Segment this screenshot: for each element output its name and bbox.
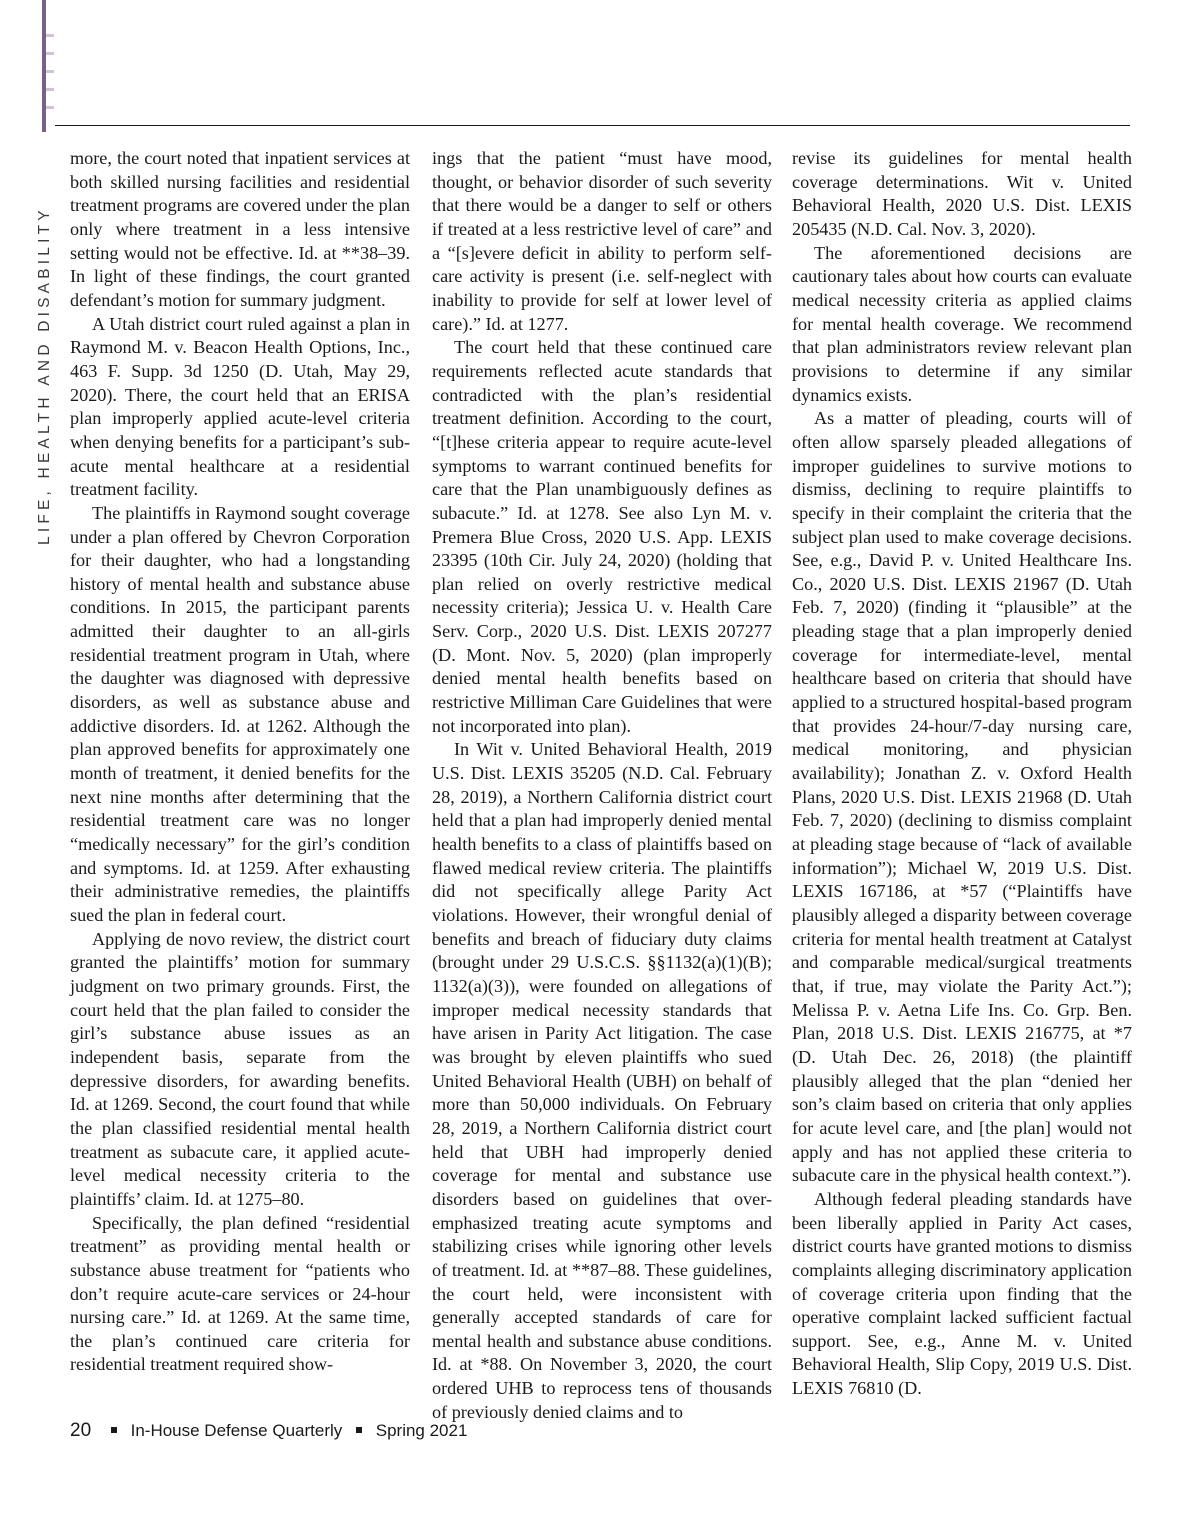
issue-date: Spring 2021 xyxy=(375,1421,468,1440)
text-column-1 xyxy=(70,147,410,1377)
paragraph: In Wit v. United Behavioral Health, 2019 U.S. Dist. LEXIS 35205 (N.D. Cal. February 28, 2019), a Northern California district court held that a plan had improperly denied mental health benefits to a class of plaintiffs based on flawed medical review criteria. The plaintiffs did not specifically allege Parity Act violations. However, their wrongful denial of benefits and breach of fiduciary duty claims (brought under 29 U.S.C.S. §§1132(a)(1)(B); 1132(a)(3)), were founded on allegations of improper medical necessity standards that have arisen in Parity Act litigation. The case was brought by eleven plaintiffs who sued United Behavioral Health (UBH) on behalf of more than 50,000 individuals. On February 28, 2019, a Northern California district court held that UBH had improperly denied coverage for mental and substance use disorders based on guidelines that over-emphasized treating acute symptoms and stabilizing crises while ignoring other levels of treatment. Id. at **87–88. These guidelines, the court held, were inconsistent with generally accepted standards of care for mental health and substance abuse conditions. Id. at *88. On November 3, 2020, the court ordered UHB to reprocess tens of thousands of previously denied claims and to xyxy=(432,739,772,1422)
publication-name: In-House Defense Quarterly xyxy=(130,1421,343,1440)
paragraph: A Utah district court ruled against a plan in Raymond M. v. Beacon Health Options, Inc., 463 F. Supp. 3d 1250 (D. Utah, May 29, 2020). There, the court held that an ERISA plan improperly applied acute-level criteria when denying benefits for a participant’s sub-acute mental healthcare at a residential treatment facility. xyxy=(70,313,410,500)
page-number: 20 xyxy=(70,1420,92,1441)
section-tab-tick xyxy=(46,88,54,91)
paragraph: As a matter of pleading, courts will of often allow sparsely pleaded allegations of improper guidelines to survive motions to dismiss, declining to require plaintiffs to specify in their complaint the criteria that the subject plan used to make coverage decisions. See, e.g., David P. v. United Healthcare Ins. Co., 2020 U.S. Dist. LEXIS 21967 (D. Utah Feb. 7, 2020) (finding it “plausible” at the pleading stage that a plan improperly denied coverage for intermediate-level, mental healthcare based on criteria that should have applied to a structured hospital-based program that provides 24-hour/7-day nursing care, medical monitoring, and physician availability); Jonathan Z. v. Oxford Health Plans, 2020 U.S. Dist. LEXIS 21968 (D. Utah Feb. 7, 2020) (declining to dismiss complaint at pleading stage because of “lack of available information”); Michael W, 2019 U.S. Dist. LEXIS 167186, at *57 (“Plaintiffs have plausibly alleged a disparity between coverage criteria for mental health treatment at Catalyst and comparable medical/surgical treatments that, if true, may violate the Parity Act.”); Melissa P. v. Aetna Life Ins. Co. Grp. Ben. Plan, 2018 U.S. Dist. LEXIS 216775, at *7 (D. Utah Dec. 26, 2018) (the plaintiff plausibly alleged that the plan “denied her son’s claim based on criteria that only applies for acute level care, and [the plan] would not apply and has not applied these criteria to subacute care in the physical health context.”). xyxy=(792,408,1132,1186)
section-tab-tick xyxy=(46,70,54,73)
section-tab-tick xyxy=(46,52,54,55)
section-tab-line xyxy=(42,0,46,132)
paragraph: The plaintiffs in Raymond sought coverage under a plan offered by Chevron Corporation for their daughter, who had a longstanding history of mental health and substance abuse conditions. In 2015, the participant parents admitted their daughter to an all-girls residential treatment program in Utah, where the daughter was diagnosed with depressive disorders, as well as substance abuse and addictive disorders. Id. at 1262. Although the plan approved benefits for approximately one month of treatment, it denied benefits for the next nine months after determining that the residential treatment care was no longer “medically necessary” for the girl’s condition and symptoms. Id. at 1259. After exhausting their administrative remedies, the plaintiffs sued the plan in federal court. xyxy=(70,502,410,925)
paragraph: Although federal pleading standards have been liberally applied in Parity Act cases, district courts have granted motions to dismiss complaints alleging discriminatory application of coverage criteria upon finding that the operative complaint lacked sufficient factual support. See, e.g., Anne M. v. United Behavioral Health, Slip Copy, 2019 U.S. Dist. LEXIS 76810 (D. xyxy=(792,1188,1132,1399)
section-label: LIFE, HEALTH AND DISABILITY xyxy=(36,206,53,545)
paragraph: The aforementioned decisions are cautionary tales about how courts can evaluate medical necessity criteria as applied claims for mental health coverage. We recommend that plan administrators review relevant plan provisions to determine if any similar dynamics exists. xyxy=(792,242,1132,405)
bullet-separator-icon xyxy=(356,1427,362,1433)
section-tab-bar xyxy=(42,0,54,132)
section-tab-tick xyxy=(46,106,54,109)
paragraph: revise its guidelines for mental health coverage determinations. Wit v. United Behavioral Health, 2020 U.S. Dist. LEXIS 205435 (N.D. Cal. Nov. 3, 2020). xyxy=(792,148,1132,239)
bullet-separator-icon xyxy=(111,1427,117,1433)
text-column-3 xyxy=(792,147,1132,1401)
paragraph: Applying de novo review, the district court granted the plaintiffs’ motion for summary judgment on two primary grounds. First, the court held that the plan failed to consider the girl’s substance abuse issues as an independent basis, separate from the depressive disorders, for awarding benefits. Id. at 1269. Second, the court found that while the plan classified residential mental health treatment as subacute care, it applied acute-level medical necessity criteria to the plaintiffs’ claim. Id. at 1275–80. xyxy=(70,928,410,1209)
paragraph: The court held that these continued care requirements reflected acute standards that contradicted with the plan’s residential treatment definition. According to the court, “[t]hese criteria appear to require acute-level symptoms to warrant continued benefits for care that the Plan unambiguously defines as subacute.” Id. at 1278. See also Lyn M. v. Premera Blue Cross, 2020 U.S. App. LEXIS 23395 (10th Cir. July 24, 2020) (holding that plan relied on overly restrictive medical necessity criteria); Jessica U. v. Health Care Serv. Corp., 2020 U.S. Dist. LEXIS 207277 (D. Mont. Nov. 5, 2020) (plan improperly denied mental health benefits based on restrictive Milliman Care Guidelines that were not incorporated into plan). xyxy=(432,337,772,736)
paragraph: Specifically, the plan defined “residential treatment” as providing mental health or substance abuse treatment for “patients who don’t require acute-care services or 24-hour nursing care.” Id. at 1269. At the same time, the plan’s continued care criteria for residential treatment required show- xyxy=(70,1212,410,1375)
header-rule xyxy=(55,125,1130,126)
paragraph: ings that the patient “must have mood, thought, or behavior disorder of such severity that there would be a danger to self or others if treated at a less restrictive level of care” and a “[s]evere deficit in ability to perform self-care activity is present (i.e. self-neglect with inability to provide for self at lower level of care).” Id. at 1277. xyxy=(432,148,772,334)
text-column-2 xyxy=(432,147,772,1424)
page-footer xyxy=(70,1420,467,1442)
section-tab-tick xyxy=(46,34,54,37)
paragraph: more, the court noted that inpatient services at both skilled nursing facilities and residential treatment programs are covered under the plan only where treatment in a less intensive setting would not be effective. Id. at **38–39. In light of these findings, the court granted defendant’s motion for summary judgment. xyxy=(70,148,410,310)
